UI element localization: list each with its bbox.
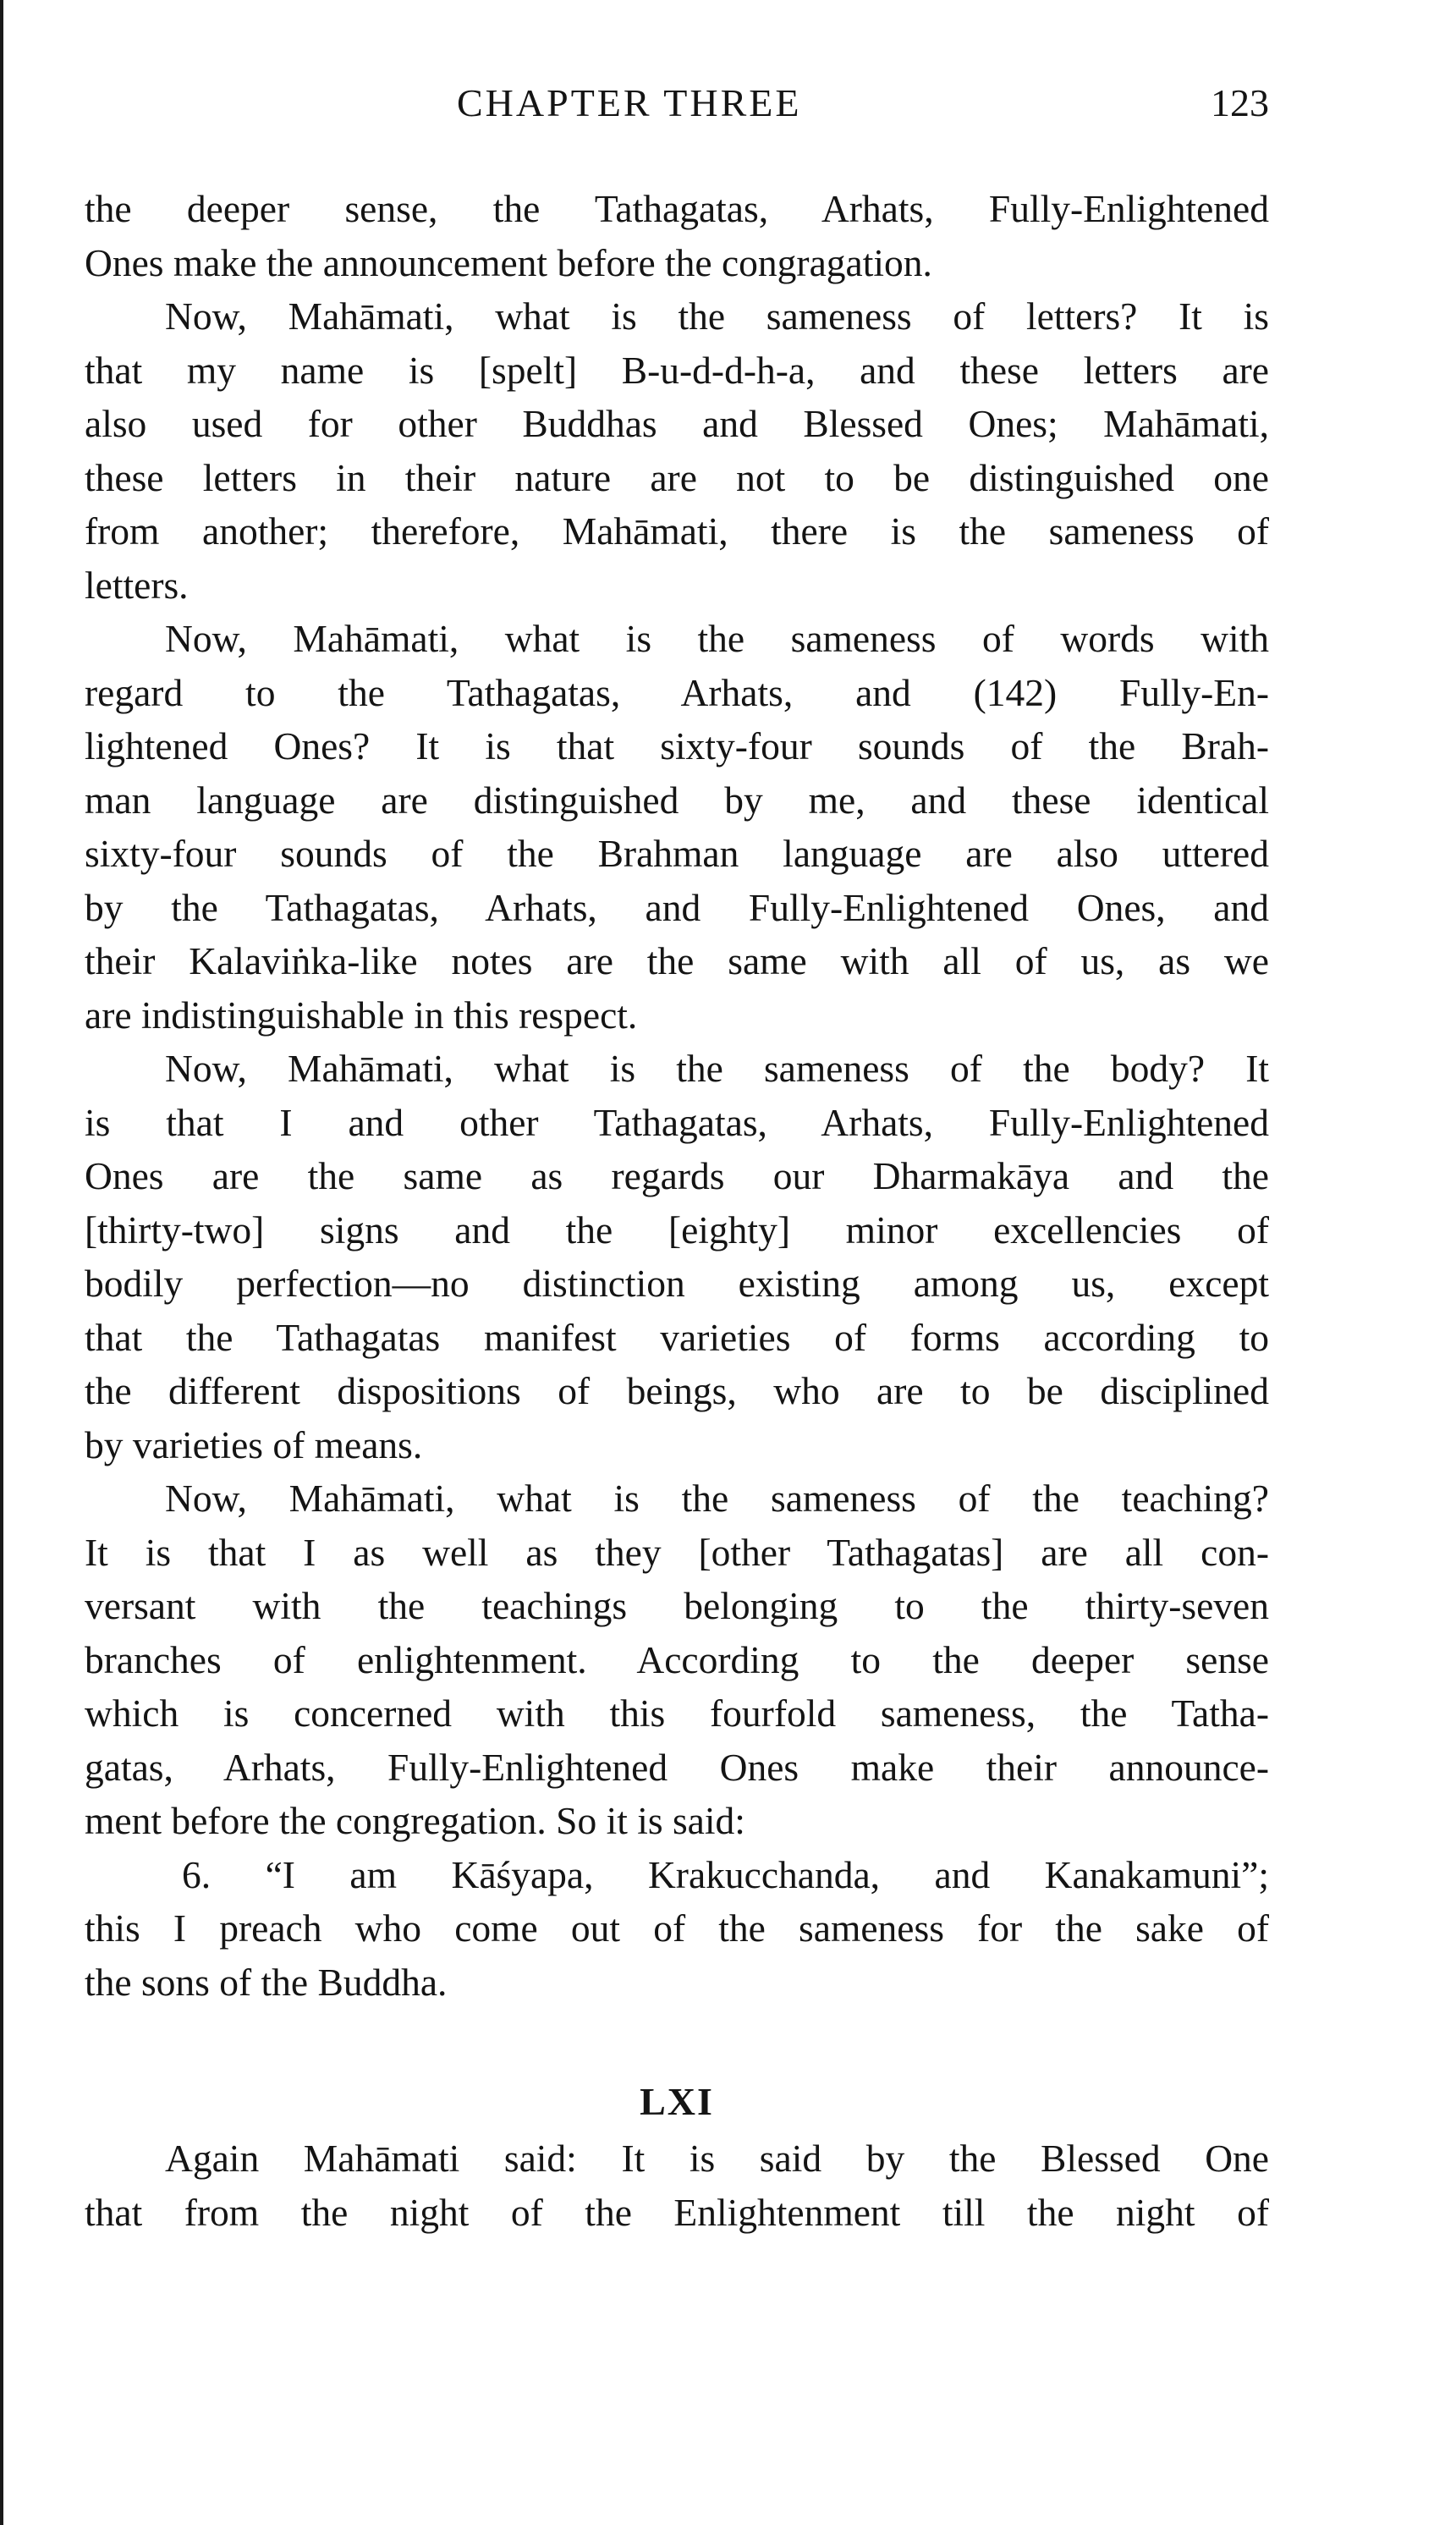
text-line: [thirty-two] signs and the [eighty] minor excellencies of (85, 1207, 1269, 1251)
page-binding-edge (0, 0, 3, 2525)
text-line: are indistinguishable in this respect. (85, 993, 638, 1037)
text-line: Ones make the announcement before the congragation. (85, 240, 932, 284)
page-header (85, 80, 1269, 140)
text-line: man language are distinguished by me, and these identical (85, 778, 1269, 822)
text-line: ment before the congregation. So it is said: (85, 1799, 745, 1842)
text-line: these letters in their nature are not to be distinguished one (85, 455, 1269, 499)
paragraph-first-line: Now, Mahāmati, what is the sameness of the teaching? (165, 1477, 1269, 1520)
text-line: Ones are the same as regards our Dharmakāya and the (85, 1154, 1269, 1197)
paragraph-first-line: Now, Mahāmati, what is the sameness of the body? It (165, 1047, 1269, 1090)
text-line: that from the night of the Enlightenment till the night of (85, 2190, 1269, 2234)
text-line: which is concerned with this fourfold sameness, the Tatha- (85, 1692, 1269, 1735)
text-line: by varieties of means. (85, 1422, 423, 1466)
page-number: 123 (1211, 81, 1269, 124)
text-line: the different dispositions of beings, who are to be disciplined (85, 1369, 1269, 1412)
text-line: versant with the teachings belonging to the thirty-seven (85, 1584, 1269, 1627)
text-line: regard to the Tathagatas, Arhats, and (142) Fully-En- (85, 670, 1269, 714)
text-line: also used for other Buddhas and Blessed Ones; Mahāmati, (85, 402, 1269, 445)
text-line: by the Tathagatas, Arhats, and Fully-Enlightened Ones, and (85, 885, 1269, 929)
text-line: from another; therefore, Mahāmati, there is the sameness of (85, 509, 1269, 553)
text-line: the sons of the Buddha. (85, 1960, 448, 2004)
page-body (85, 182, 1269, 2239)
section-heading: LXI (640, 2080, 714, 2123)
text-line: lightened Ones? It is that sixty-four sounds of the Brah- (85, 724, 1269, 767)
text-line: that the Tathagatas manifest varieties of forms according to (85, 1315, 1269, 1359)
text-line: this I preach who come out of the sameness for the sake of (85, 1906, 1269, 1950)
text-line: gatas, Arhats, Fully-Enlightened Ones make their announce- (85, 1745, 1269, 1789)
text-line: bodily perfection—no distinction existing among us, except (85, 1262, 1269, 1305)
text-line: their Kalaviṅka-like notes are the same with all of us, as we (85, 939, 1269, 982)
text-line: the deeper sense, the Tathagatas, Arhats, Fully-Enlightened (85, 187, 1269, 230)
paragraph-first-line: Now, Mahāmati, what is the sameness of words with (165, 617, 1269, 660)
text-line: that my name is [spelt] B-u-d-d-h-a, and these letters are (85, 348, 1269, 392)
text-line: letters. (85, 563, 189, 607)
verse-first-line: 6. “I am Kāśyapa, Krakucchanda, and Kanakamuni”; (182, 1852, 1269, 1896)
paragraph-first-line: Again Mahāmati said: It is said by the Blessed One (165, 2137, 1269, 2180)
text-line: sixty-four sounds of the Brahman language are also uttered (85, 832, 1269, 875)
paragraph-first-line: Now, Mahāmati, what is the sameness of letters? It is (165, 294, 1269, 338)
text-line: is that I and other Tathagatas, Arhats, Fully-Enlightened (85, 1100, 1269, 1144)
text-line: branches of enlightenment. According to the deeper sense (85, 1637, 1269, 1681)
running-head: CHAPTER THREE (457, 81, 802, 124)
text-line: It is that I as well as they [other Tathagatas] are all con- (85, 1530, 1269, 1574)
